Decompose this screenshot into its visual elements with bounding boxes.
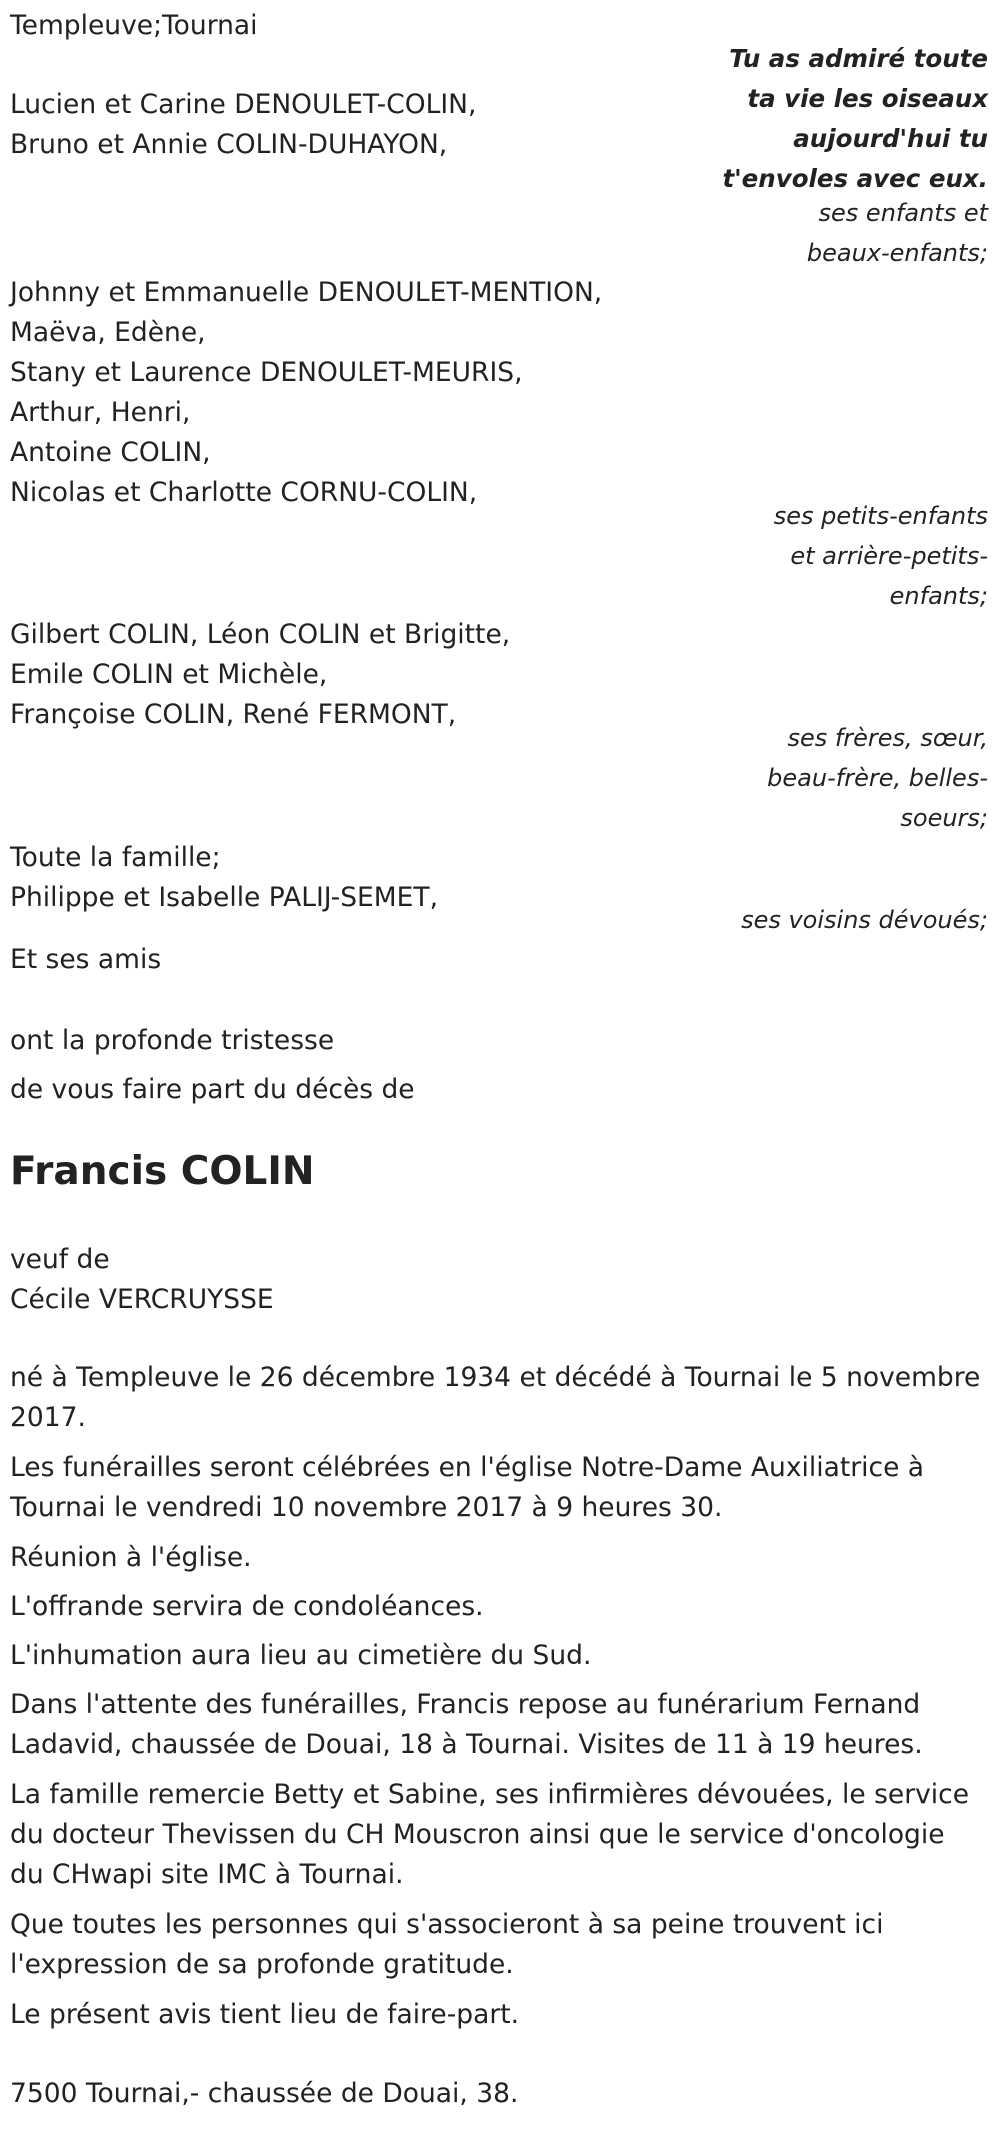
family-name: Arthur, Henri,	[10, 397, 191, 428]
quote	[688, 39, 988, 199]
role-line: enfants;	[889, 582, 988, 610]
detail-paragraph: Le présent avis tient lieu de faire-part.	[10, 1999, 520, 2030]
siblings-role	[658, 718, 988, 838]
children-names	[10, 85, 476, 165]
family-name: Johnny et Emmanuelle DENOULET-MENTION,	[10, 277, 603, 308]
quote-line: ta vie les oiseaux	[747, 84, 988, 113]
family-name: Nicolas et Charlotte CORNU-COLIN,	[10, 477, 478, 508]
family-name: Toute la famille;	[10, 842, 221, 873]
deceased-name: Francis COLIN	[10, 1149, 315, 1194]
family-name: Françoise COLIN, René FERMONT,	[10, 699, 457, 730]
family-name: Stany et Laurence DENOULET-MEURIS,	[10, 357, 523, 388]
family-name: Gilbert COLIN, Léon COLIN et Brigitte,	[10, 619, 511, 650]
family-name: Emile COLIN et Michèle,	[10, 659, 328, 690]
widower-info	[10, 1240, 274, 1320]
role-line: beau-frère, belles-	[767, 764, 988, 792]
role-line: ses frères, sœur,	[787, 724, 988, 752]
widower-line: Cécile VERCRUYSSE	[10, 1284, 274, 1315]
role-line: ses petits-enfants	[773, 502, 988, 530]
neighbors-role	[658, 900, 988, 940]
friends-line: Et ses amis	[10, 944, 162, 975]
grandchildren-names	[10, 273, 602, 513]
detail-paragraph: L'offrande servira de condoléances.	[10, 1591, 484, 1622]
detail-paragraph: Que toutes les personnes qui s'associeront à sa peine trouvent ici l'expression de sa profonde gratitude.	[10, 1909, 884, 1980]
address: 7500 Tournai,- chaussée de Douai, 38.	[10, 2078, 519, 2109]
family-name: Philippe et Isabelle PALIJ-SEMET,	[10, 882, 438, 913]
announcement-line: ont la profonde tristesse	[10, 1025, 335, 1056]
role-line: ses voisins dévoués;	[741, 906, 988, 934]
children-role	[658, 193, 988, 273]
detail-paragraph: L'inhumation aura lieu au cimetière du Sud.	[10, 1640, 592, 1671]
detail-paragraph: né à Templeuve le 26 décembre 1934 et décédé à Tournai le 5 novembre 2017.	[10, 1362, 981, 1433]
family-name: Bruno et Annie COLIN-DUHAYON,	[10, 129, 448, 160]
detail-paragraph: Réunion à l'église.	[10, 1542, 252, 1573]
widower-line: veuf de	[10, 1244, 110, 1275]
siblings-names	[10, 615, 510, 735]
role-line: ses enfants et	[818, 199, 988, 227]
quote-line: Tu as admiré toute	[729, 44, 988, 73]
family-name: Antoine COLIN,	[10, 437, 211, 468]
detail-paragraph: La famille remercie Betty et Sabine, ses infirmières dévouées, le service du docteur Thevissen du CH Mouscron ainsi que le service d'oncologie du CHwapi site IMC à Tournai.	[10, 1779, 970, 1890]
role-line: beaux-enfants;	[806, 239, 988, 267]
role-line: et arrière-petits-	[790, 542, 988, 570]
location-header: Templeuve;Tournai	[10, 10, 258, 41]
family-name: Maëva, Edène,	[10, 317, 206, 348]
detail-paragraph: Les funérailles seront célébrées en l'église Notre-Dame Auxiliatrice à Tournai le vendredi 10 novembre 2017 à 9 heures 30.	[10, 1452, 925, 1523]
quote-line: t'envoles avec eux.	[722, 164, 988, 193]
family-name: Lucien et Carine DENOULET-COLIN,	[10, 89, 477, 120]
role-line: soeurs;	[900, 804, 988, 832]
neighbors-names	[10, 838, 438, 918]
announcement-line: de vous faire part du décès de	[10, 1074, 415, 1105]
detail-paragraph: Dans l'attente des funérailles, Francis repose au funérarium Fernand Ladavid, chaussée de Douai, 18 à Tournai. Visites de 11 à 19 heures.	[10, 1689, 923, 1760]
grandchildren-role	[658, 496, 988, 616]
quote-line: aujourd'hui tu	[793, 124, 988, 153]
